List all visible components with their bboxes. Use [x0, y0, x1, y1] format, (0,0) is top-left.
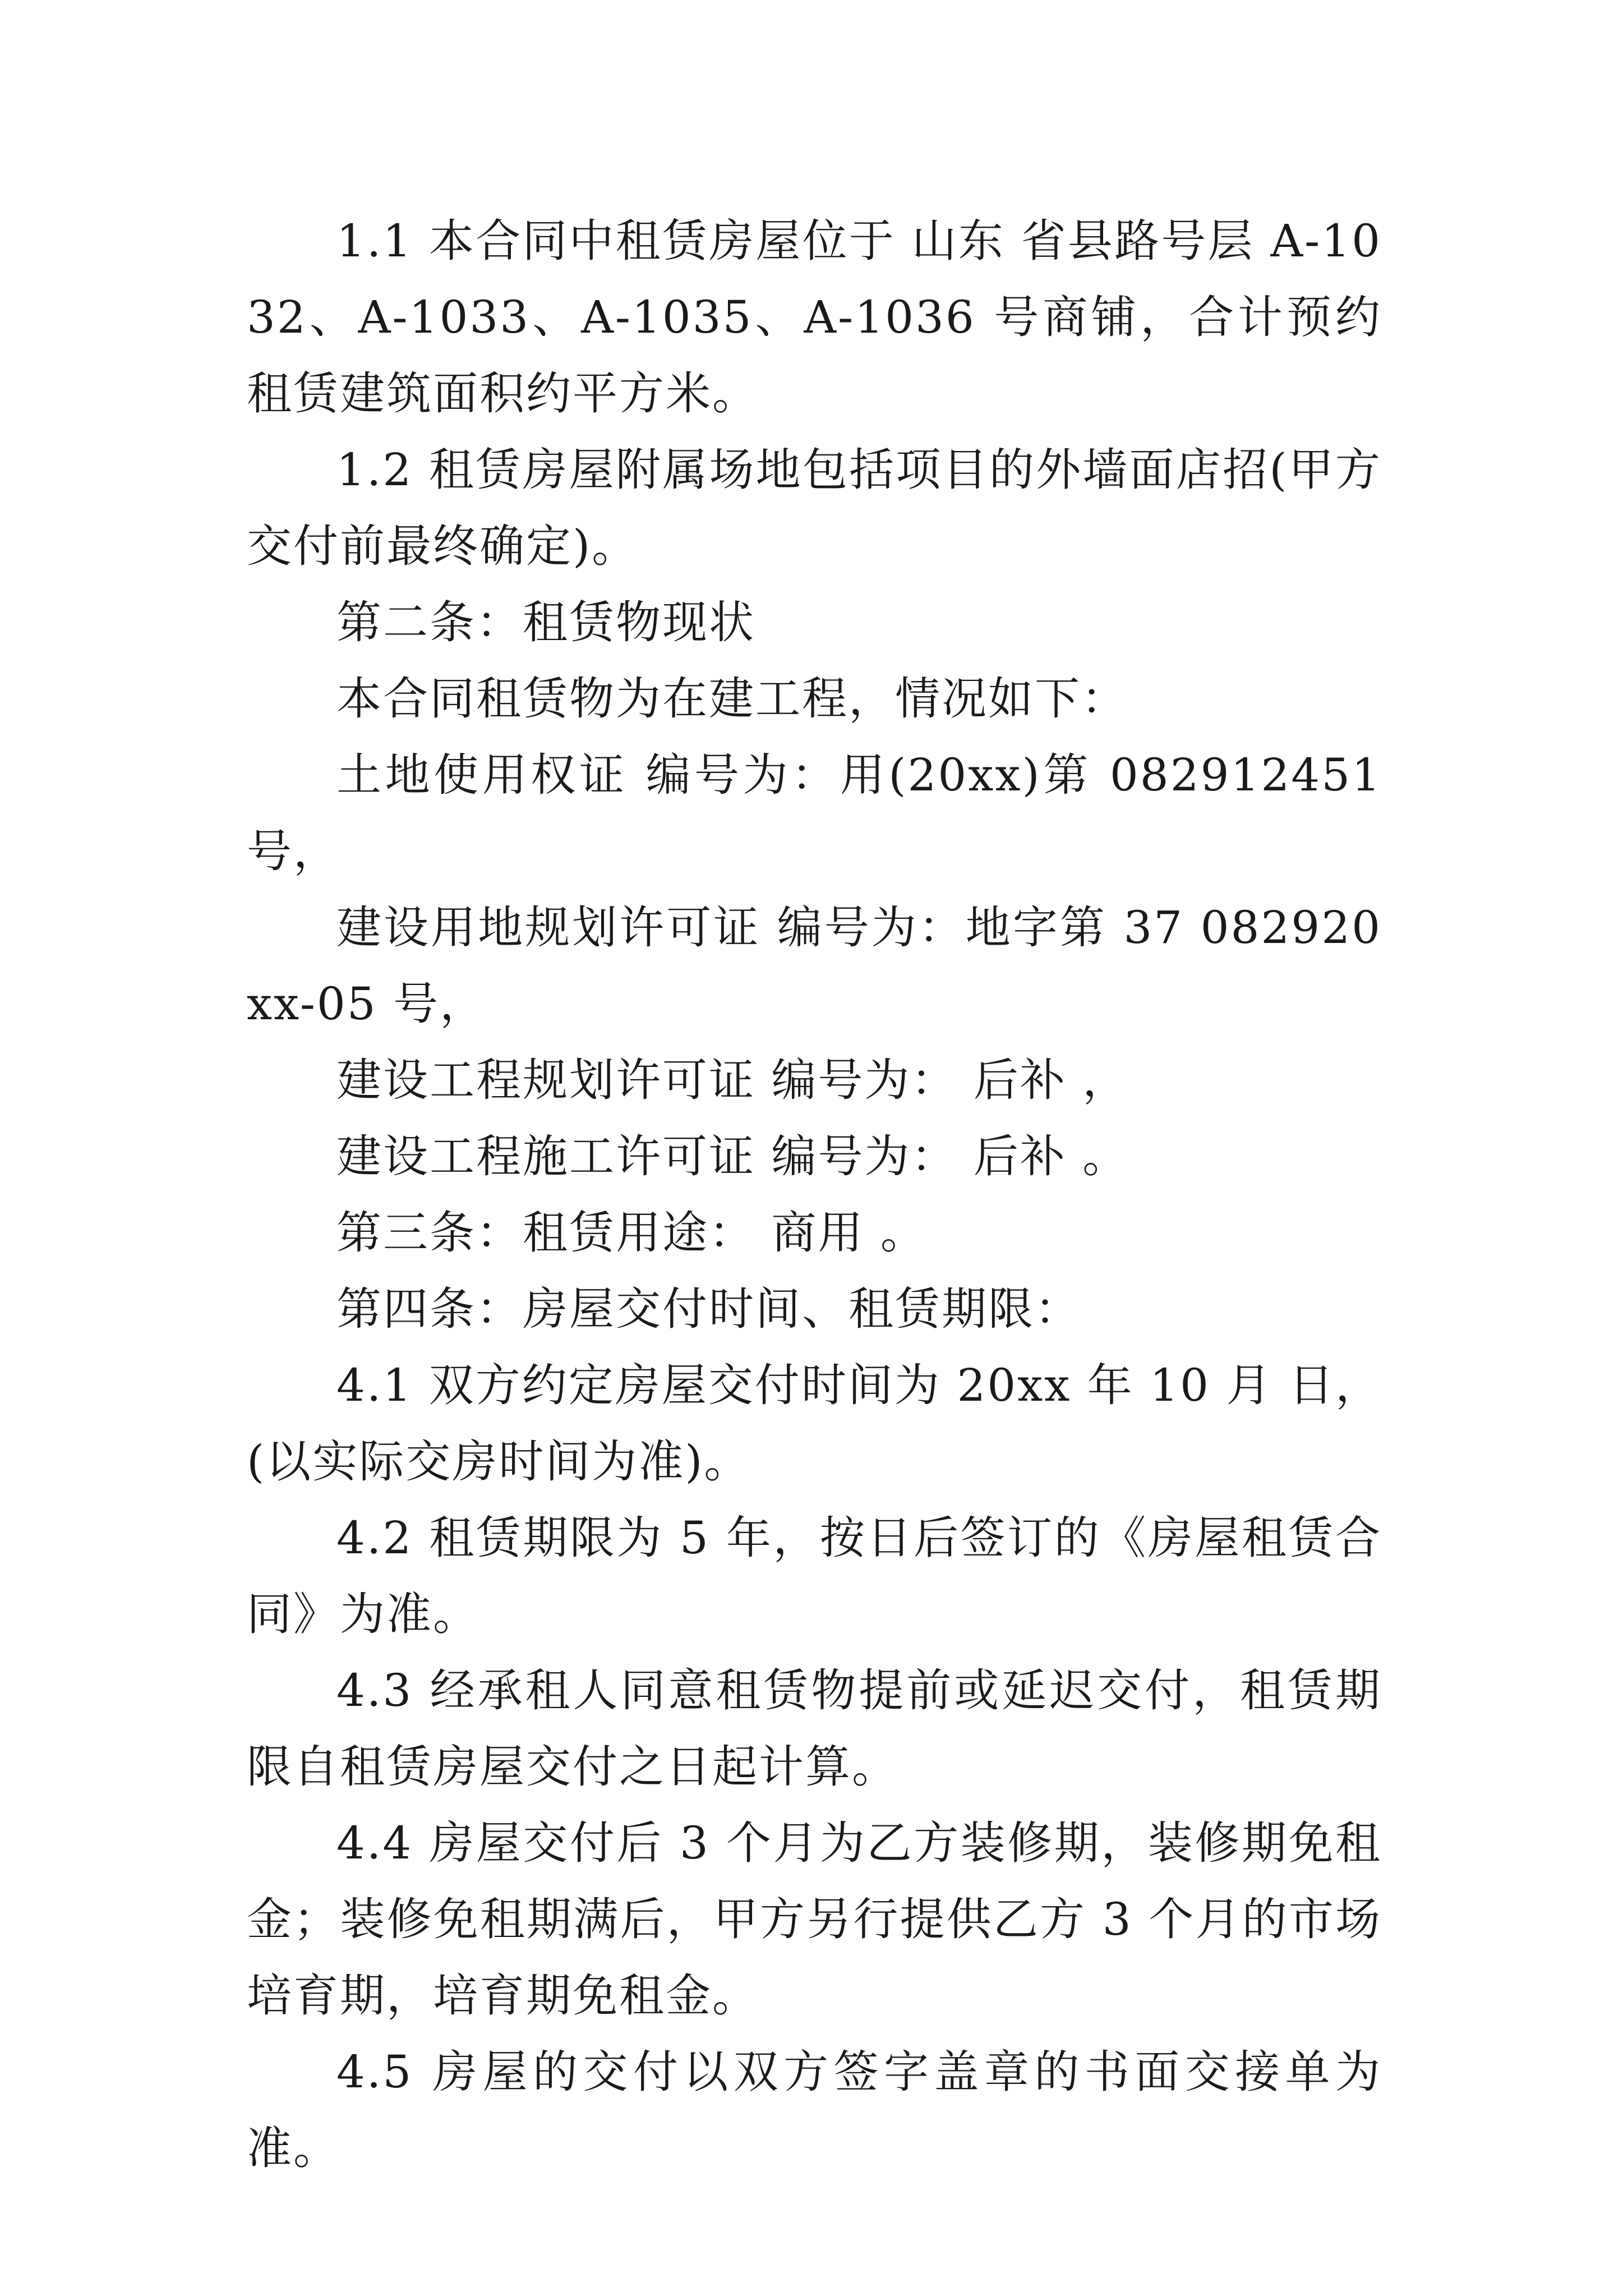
land-use-certificate: 土地使用权证 编号为：用(20xx)第 082912451 号， — [247, 749, 1382, 877]
article-4-heading: 第四条：房屋交付时间、租赁期限： — [336, 1283, 1081, 1335]
document-body — [247, 203, 1382, 2187]
construction-planning-permit: 建设工程规划许可证 编号为： 后补 ， — [336, 1054, 1129, 1106]
article-3-usage: 第三条：租赁用途： 商用 。 — [336, 1207, 927, 1259]
clause-4-4: 4.4 房屋交付后 3 个月为乙方装修期，装修期免租金；装修免租期满后，甲方另行提供乙方 3 个月的市场培育期，培育期免租金。 — [247, 1817, 1382, 2022]
clause-4-1: 4.1 双方约定房屋交付时间为 20xx 年 10 月 日，(以实际交房时间为准)。 — [247, 1359, 1382, 1488]
clause-4-2: 4.2 租赁期限为 5 年，按日后签订的《房屋租赁合同》为准。 — [247, 1512, 1382, 1640]
clause-4-5: 4.5 房屋的交付以双方签字盖章的书面交接单为准。 — [247, 2046, 1382, 2174]
article-2-heading: 第二条：租赁物现状 — [336, 596, 755, 648]
article-2-intro: 本合同租赁物为在建工程，情况如下： — [336, 673, 1128, 725]
construction-permit: 建设工程施工许可证 编号为： 后补 。 — [336, 1130, 1129, 1182]
clause-4-3: 4.3 经承租人同意租赁物提前或延迟交付，租赁期限自租赁房屋交付之日起计算。 — [247, 1664, 1382, 1793]
clause-1-1: 1.1 本合同中租赁房屋位于 山东 省县路号层 A-1032、A-1033、A-1035、A-1036 号商铺，合计预约租赁建筑面积约平方米。 — [247, 215, 1382, 420]
clause-1-2: 1.2 租赁房屋附属场地包括项目的外墙面店招(甲方交付前最终确定)。 — [247, 444, 1382, 572]
land-planning-permit: 建设用地规划许可证 编号为：地字第 37 082920xx-05 号， — [247, 901, 1382, 1030]
